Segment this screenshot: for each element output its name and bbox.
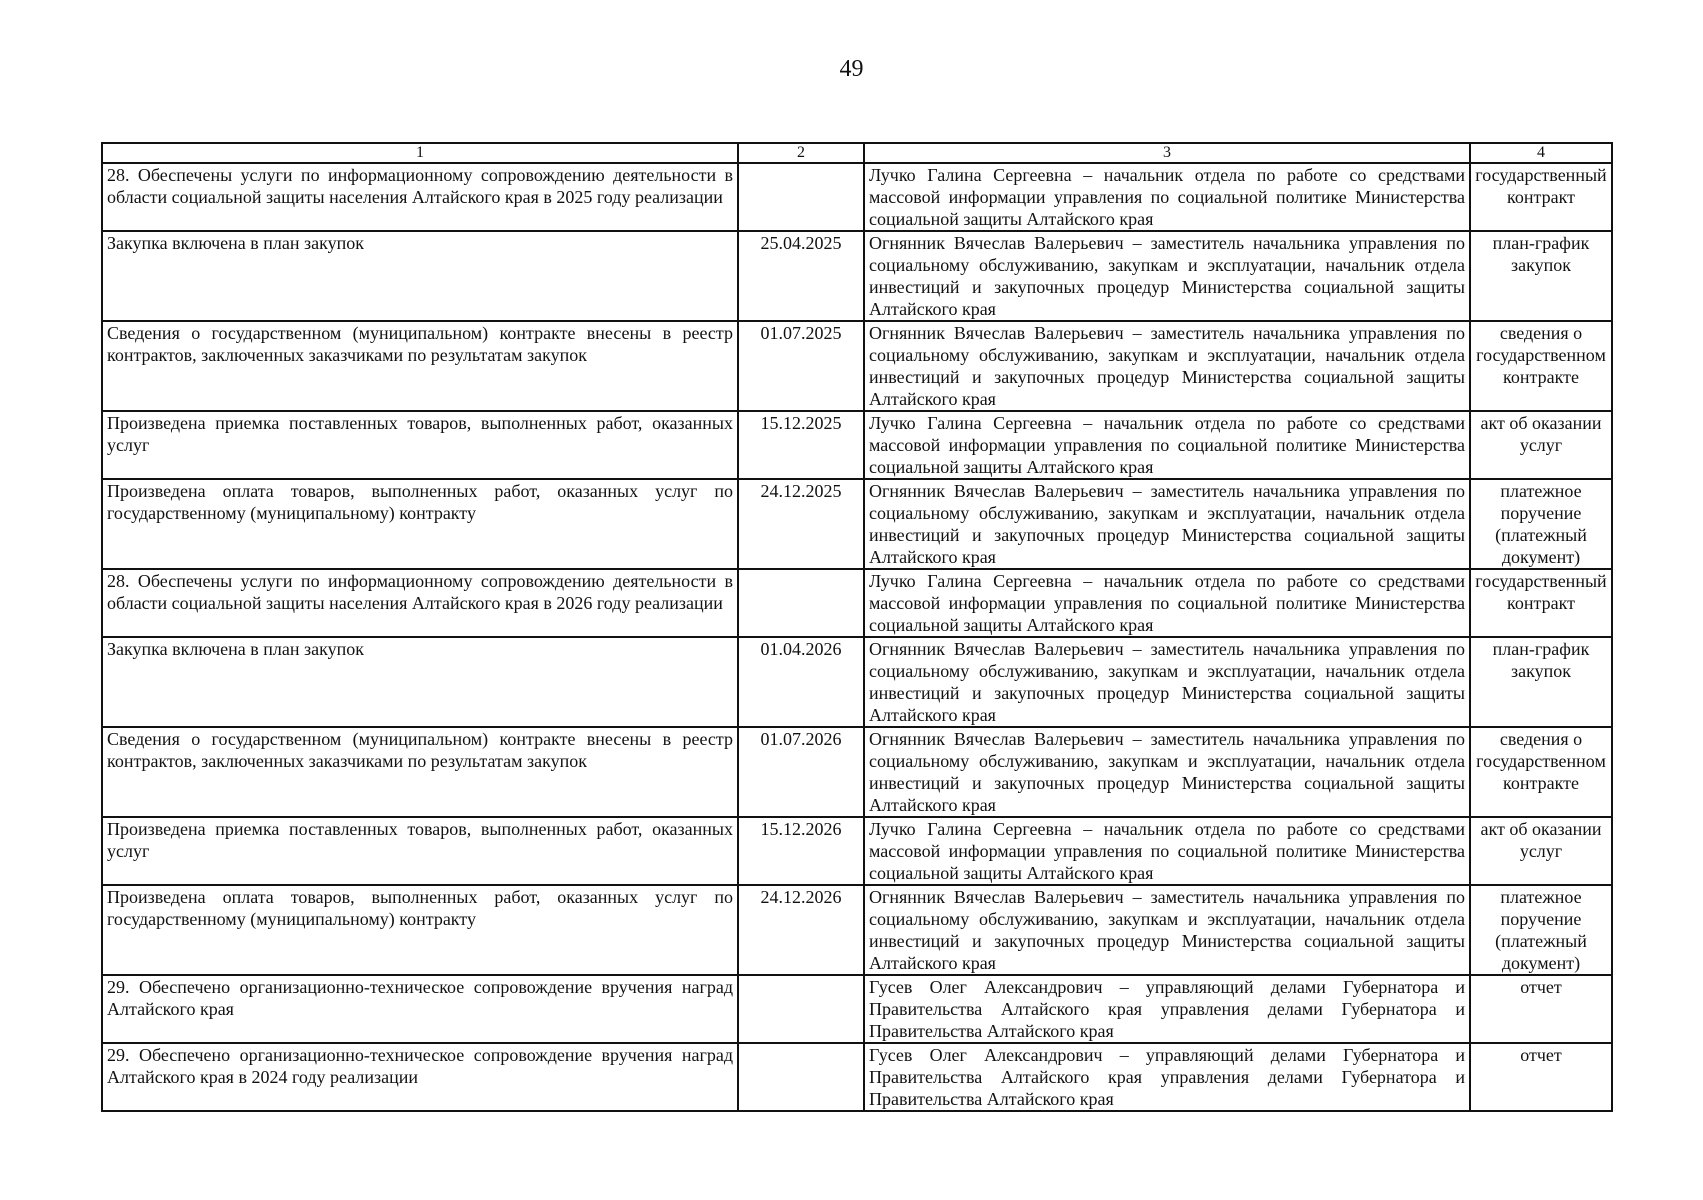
column-header-4: 4 (1470, 143, 1612, 163)
table-header-row (102, 143, 1612, 163)
plan-table (101, 142, 1613, 1112)
result-cell: план-график закупок (1470, 231, 1612, 321)
table-body (102, 163, 1612, 1111)
table-row (102, 885, 1612, 975)
table-row (102, 1043, 1612, 1111)
result-cell: платежное поручение (платежный документ) (1470, 885, 1612, 975)
result-cell: план-график закупок (1470, 637, 1612, 727)
column-header-2: 2 (738, 143, 864, 163)
table-row (102, 163, 1612, 231)
table-row (102, 321, 1612, 411)
date-cell: 15.12.2025 (738, 411, 864, 479)
date-cell: 01.04.2026 (738, 637, 864, 727)
result-cell: государственный контракт (1470, 569, 1612, 637)
table-row (102, 975, 1612, 1043)
table-row (102, 411, 1612, 479)
date-cell (738, 569, 864, 637)
event-cell: Закупка включена в план закупок (102, 637, 738, 727)
date-cell (738, 1043, 864, 1111)
column-header-1: 1 (102, 143, 738, 163)
responsible-cell: Огнянник Вячеслав Валерьевич – заместитель начальника управления по социальному обслуживанию, закупкам и эксплуатации, начальник отдела инвестиций и закупочных процедур Министерства социальной защиты Алтайского края (864, 479, 1470, 569)
event-cell: 29. Обеспечено организационно-техническое сопровождение вручения наград Алтайского края в 2024 году реализации (102, 1043, 738, 1111)
table-row (102, 727, 1612, 817)
responsible-cell: Огнянник Вячеслав Валерьевич – заместитель начальника управления по социальному обслуживанию, закупкам и эксплуатации, начальник отдела инвестиций и закупочных процедур Министерства социальной защиты Алтайского края (864, 231, 1470, 321)
event-cell: Сведения о государственном (муниципальном) контракте внесены в реестр контрактов, заключенных заказчиками по результатам закупок (102, 321, 738, 411)
responsible-cell: Огнянник Вячеслав Валерьевич – заместитель начальника управления по социальному обслуживанию, закупкам и эксплуатации, начальник отдела инвестиций и закупочных процедур Министерства социальной защиты Алтайского края (864, 637, 1470, 727)
responsible-cell: Огнянник Вячеслав Валерьевич – заместитель начальника управления по социальному обслуживанию, закупкам и эксплуатации, начальник отдела инвестиций и закупочных процедур Министерства социальной защиты Алтайского края (864, 885, 1470, 975)
table-row (102, 569, 1612, 637)
result-cell: государственный контракт (1470, 163, 1612, 231)
date-cell: 01.07.2025 (738, 321, 864, 411)
event-cell: Произведена оплата товаров, выполненных работ, оказанных услуг по государственному (муниципальному) контракту (102, 479, 738, 569)
event-cell: Закупка включена в план закупок (102, 231, 738, 321)
date-cell: 25.04.2025 (738, 231, 864, 321)
table-row (102, 817, 1612, 885)
result-cell: отчет (1470, 975, 1612, 1043)
responsible-cell: Гусев Олег Александрович – управляющий делами Губернатора и Правительства Алтайского края управления делами Губернатора и Правительства Алтайского края (864, 975, 1470, 1043)
date-cell: 24.12.2025 (738, 479, 864, 569)
result-cell: платежное поручение (платежный документ) (1470, 479, 1612, 569)
event-cell: Произведена оплата товаров, выполненных работ, оказанных услуг по государственному (муниципальному) контракту (102, 885, 738, 975)
column-header-3: 3 (864, 143, 1470, 163)
page-number: 49 (839, 56, 864, 82)
responsible-cell: Огнянник Вячеслав Валерьевич – заместитель начальника управления по социальному обслуживанию, закупкам и эксплуатации, начальник отдела инвестиций и закупочных процедур Министерства социальной защиты Алтайского края (864, 321, 1470, 411)
result-cell: акт об оказании услуг (1470, 817, 1612, 885)
result-cell: сведения о государственном контракте (1470, 727, 1612, 817)
date-cell: 01.07.2026 (738, 727, 864, 817)
date-cell: 15.12.2026 (738, 817, 864, 885)
event-cell: 29. Обеспечено организационно-техническое сопровождение вручения наград Алтайского края (102, 975, 738, 1043)
responsible-cell: Гусев Олег Александрович – управляющий делами Губернатора и Правительства Алтайского края управления делами Губернатора и Правительства Алтайского края (864, 1043, 1470, 1111)
responsible-cell: Огнянник Вячеслав Валерьевич – заместитель начальника управления по социальному обслуживанию, закупкам и эксплуатации, начальник отдела инвестиций и закупочных процедур Министерства социальной защиты Алтайского края (864, 727, 1470, 817)
result-cell: акт об оказании услуг (1470, 411, 1612, 479)
responsible-cell: Лучко Галина Сергеевна – начальник отдела по работе со средствами массовой информации управления по социальной политике Министерства социальной защиты Алтайского края (864, 411, 1470, 479)
result-cell: отчет (1470, 1043, 1612, 1111)
event-cell: Сведения о государственном (муниципальном) контракте внесены в реестр контрактов, заключенных заказчиками по результатам закупок (102, 727, 738, 817)
event-cell: Произведена приемка поставленных товаров, выполненных работ, оказанных услуг (102, 817, 738, 885)
responsible-cell: Лучко Галина Сергеевна – начальник отдела по работе со средствами массовой информации управления по социальной политике Министерства социальной защиты Алтайского края (864, 163, 1470, 231)
table-row (102, 637, 1612, 727)
responsible-cell: Лучко Галина Сергеевна – начальник отдела по работе со средствами массовой информации управления по социальной политике Министерства социальной защиты Алтайского края (864, 817, 1470, 885)
event-cell: Произведена приемка поставленных товаров, выполненных работ, оказанных услуг (102, 411, 738, 479)
date-cell (738, 975, 864, 1043)
table-row (102, 479, 1612, 569)
table-row (102, 231, 1612, 321)
responsible-cell: Лучко Галина Сергеевна – начальник отдела по работе со средствами массовой информации управления по социальной политике Министерства социальной защиты Алтайского края (864, 569, 1470, 637)
event-cell: 28. Обеспечены услуги по информационному сопровождению деятельности в области социальной защиты населения Алтайского края в 2026 году реализации (102, 569, 738, 637)
date-cell: 24.12.2026 (738, 885, 864, 975)
date-cell (738, 163, 864, 231)
result-cell: сведения о государственном контракте (1470, 321, 1612, 411)
event-cell: 28. Обеспечены услуги по информационному сопровождению деятельности в области социальной защиты населения Алтайского края в 2025 году реализации (102, 163, 738, 231)
